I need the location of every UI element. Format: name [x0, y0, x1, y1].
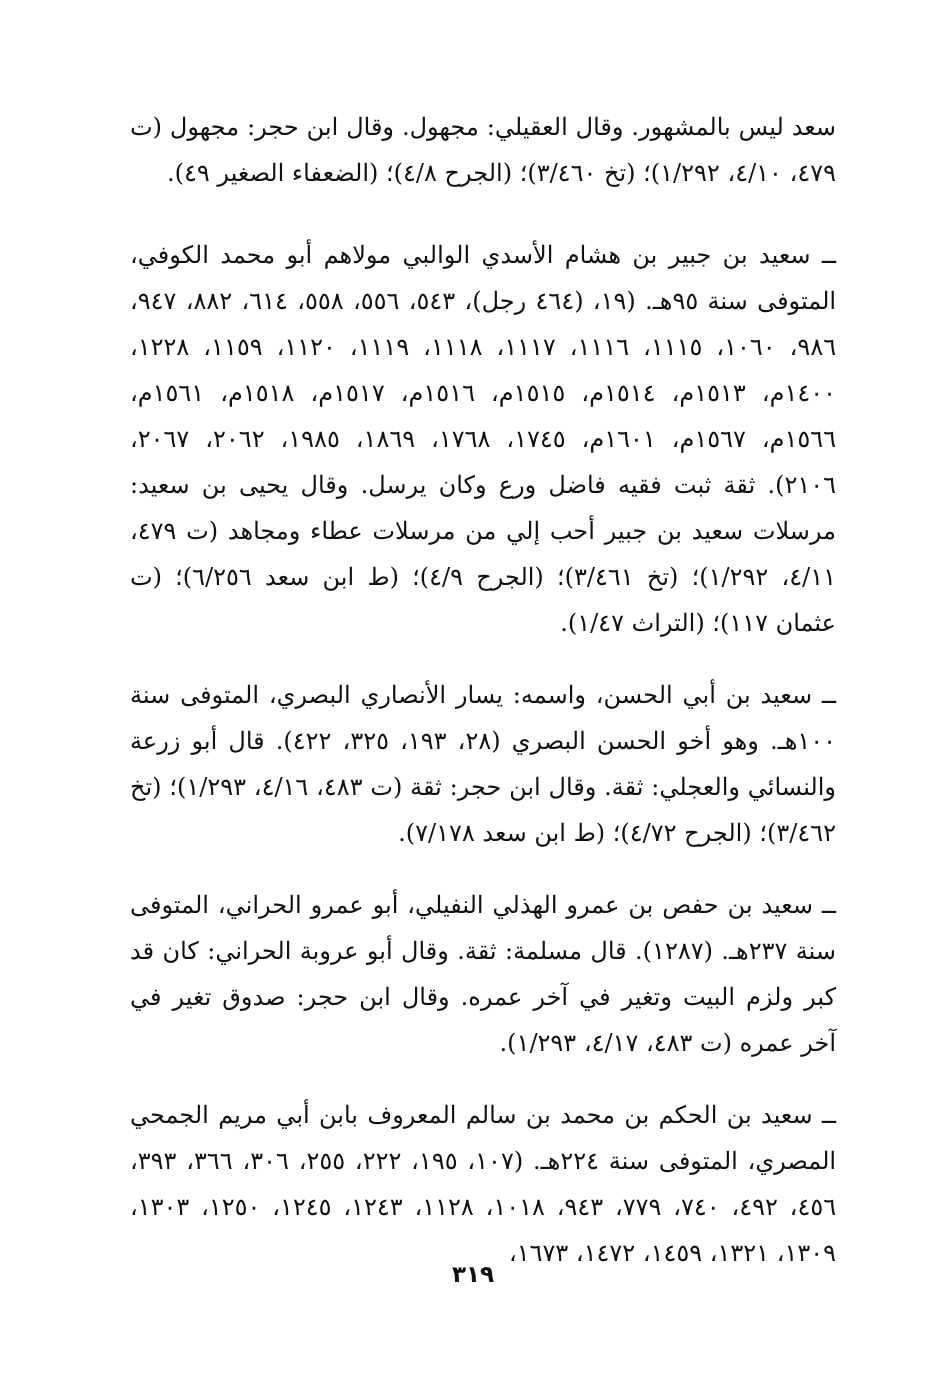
entry-said-ibn-al-hakam: ــ سعيد بن الحكم بن محمد بن سالم المعروف بابن أبي مريم الجمحي المصري، المتوفى سنة ٢٢٤هـ. (١٠٧، ١٩٥، ٢٢٢، ٢٥٥، ٣٠٦، ٣٦٦، ٣٩٣، ٤٥٦، ٤٩٢، ٧٤٠، ٧٧٩، ٩٤٣، ١٠١٨، ١١٢٨، ١٢٤٣، ١٢٤٥، ١٢٥٠، ١٣٠٣، ١٣٠٩، ١٣٢١، ١٤٥٩، ١٤٧٢، ١٦٧٣،	[130, 1101, 837, 1267]
page-number: ٣١٩	[451, 1262, 495, 1288]
entry-paragraph-1: سعد ليس بالمشهور. وقال العقيلي: مجهول. وقال ابن حجر: مجهول (ت ٤٧٩، ٤/١٠، ١/٢٩٢)؛ (تخ ٣/٤٦٠)؛ (الجرح ٤/٨)؛ (الضعفاء الصغير ٤٩).	[130, 113, 836, 187]
entry-said-ibn-hafs: ــ سعيد بن حفص بن عمرو الهذلي النفيلي، أبو عمرو الحراني، المتوفى سنة ٢٣٧هـ. (١٢٨٧). قال مسلمة: ثقة. وقال أبو عروبة الحراني: كان قد كبر ولزم البيت وتغير في آخر عمره. وقال ابن حجر: صدوق تغير في آخر عمره (ت ٤٨٣، ٤/١٧، ١/٢٩٣).	[130, 891, 836, 1057]
entry-said-ibn-abi-al-hasan: ــ سعيد بن أبي الحسن، واسمه: يسار الأنصاري البصري، المتوفى سنة ١٠٠هـ. وهو أخو الحسن البصري (٢٨، ١٩٣، ٣٢٥، ٤٢٢). قال أبو زرعة والنسائي والعجلي: ثقة. وقال ابن حجر: ثقة (ت ٤٨٣، ٤/١٦، ١/٢٩٣)؛ (تخ ٣/٤٦٢)؛ (الجرح ٤/٧٢)؛ (ط ابن سعد ٧/١٧٨).	[130, 681, 837, 847]
page-body	[130, 104, 836, 1302]
entry-said-ibn-jubayr: ــ سعيد بن جبير بن هشام الأسدي الوالبي مولاهم أبو محمد الكوفي، المتوفى سنة ٩٥هـ. (١٩، (٤٦٤ رجل)، ٥٤٣، ٥٥٦، ٥٥٨، ٦١٤، ٨٨٢، ٩٤٧، ٩٨٦، ١٠٦٠، ١١١٥، ١١١٦، ١١١٧، ١١١٨، ١١١٩، ١١٢٠، ١١٥٩، ١٢٢٨، ١٤٠٠م، ١٥١٣م، ١٥١٤م، ١٥١٥م، ١٥١٦م، ١٥١٧م، ١٥١٨م، ١٥٦١م، ١٥٦٦م، ١٥٦٧م، ١٦٠١م، ١٧٤٥، ١٧٦٨، ١٨٦٩، ١٩٨٥، ٢٠٦٢، ٢٠٦٧، ٢١٠٦). ثقة ثبت فقيه فاضل ورع وكان يرسل. وقال يحيى بن سعيد: مرسلات سعيد بن جبير أحب إلي من مرسلات عطاء ومجاهد (ت ٤٧٩، ٤/١١، ١/٢٩٢)؛ (تخ ٣/٤٦١)؛ (الجرح ٤/٩)؛ (ط ابن سعد ٦/٢٥٦)؛ (ت عثمان ١١٧)؛ (التراث ١/٤٧).	[130, 241, 837, 637]
